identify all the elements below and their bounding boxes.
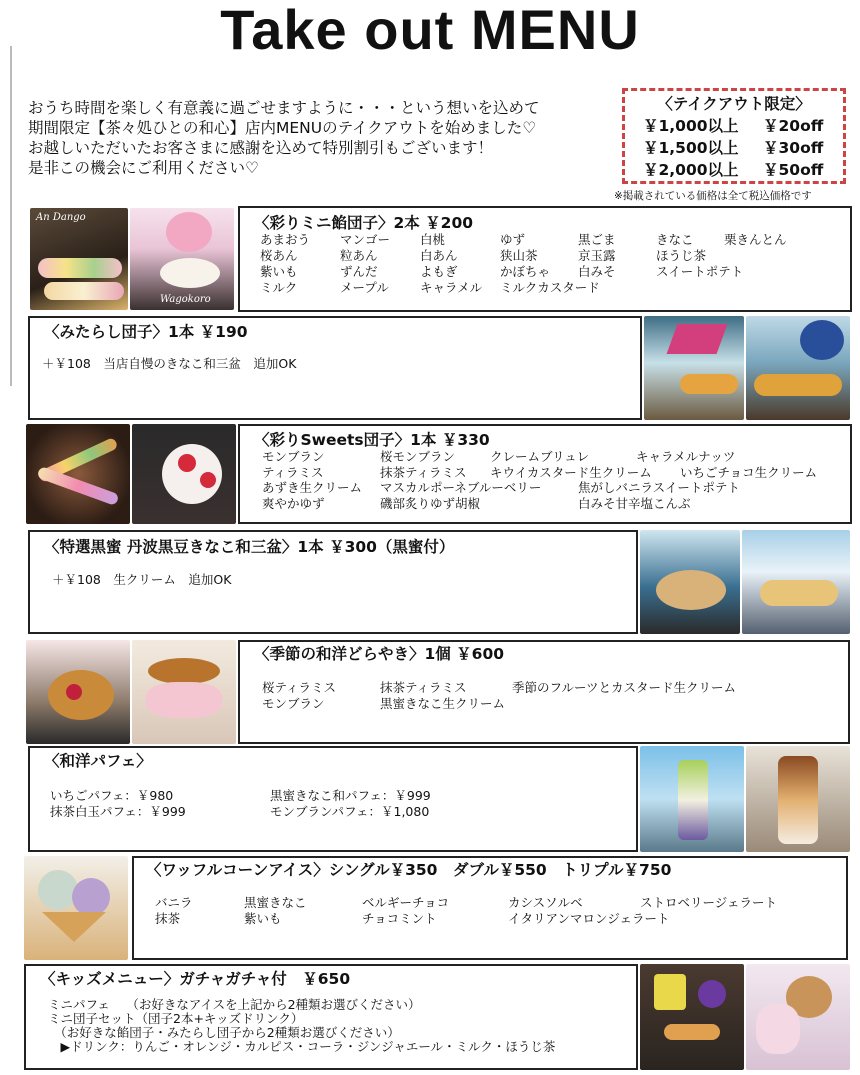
menu-item: 白あん <box>420 248 458 263</box>
menu-item: いちごパフェ：￥980 <box>50 788 174 803</box>
dango-photo <box>30 208 128 310</box>
discount-box <box>622 88 846 184</box>
price-note: ※掲載されている価格は全て税込価格です <box>614 190 812 202</box>
discount-off: ￥30off <box>763 139 824 157</box>
discount-off: ￥20off <box>763 117 824 135</box>
addon-line: ＋￥108 当店自慢のきなこ和三盆 追加OK <box>42 356 297 371</box>
photo-label: An Dango <box>36 212 86 223</box>
discount-min: ￥1,500以上 <box>643 139 739 157</box>
menu-item: カシスソルベ <box>508 895 583 910</box>
parfait-photo <box>640 746 744 852</box>
kuromitsu-photo <box>640 530 740 634</box>
discount-min: ￥2,000以上 <box>643 161 739 179</box>
menu-item: 白桃 <box>420 232 446 247</box>
discount-off: ￥50off <box>763 161 824 179</box>
menu-item: 黒蜜きなこ生クリーム <box>380 696 506 711</box>
menu-item: 磯部炙りゆず胡椒 <box>380 496 481 511</box>
intro-line: おうち時間を楽しく有意義に過ごせますように・・・という想いを込めて <box>28 99 540 117</box>
menu-item: 黒ごま <box>578 232 616 247</box>
menu-item: モンブラン <box>262 696 325 711</box>
menu-item: ベルギーチョコ <box>362 895 450 910</box>
intro-text <box>28 98 618 178</box>
kids-menu-line: ミニ団子セット（団子2本+キッズドリンク） <box>48 1011 304 1026</box>
kids-set-photo <box>746 964 850 1070</box>
menu-item: クレームブリュレ <box>490 449 590 464</box>
menu-item: よもぎ <box>420 264 458 279</box>
menu-item: 抹茶 <box>155 911 181 926</box>
menu-item: 紫いも <box>244 911 282 926</box>
menu-item: キャラメル <box>420 280 483 295</box>
kids-menu-line: ▶ドリンク：りんご・オレンジ・カルピス・コーラ・ジンジャエール・ミルク・ほうじ茶 <box>48 1039 556 1054</box>
intro-line: 期間限定【茶々処ひとの和心】店内MENUのテイクアウトを始めました♡ <box>28 119 537 137</box>
dango-photo <box>130 208 234 310</box>
section-title: 〈季節の和洋どらやき〉1個 ￥600 <box>254 645 505 663</box>
section-title: 〈特選黒蜜 丹波黒豆きなこ和三盆〉1本 ￥300（黒蜜付） <box>44 538 455 556</box>
menu-item: マンゴー <box>340 232 391 247</box>
kids-menu-line: ミニパフェ （お好きなアイスを上記から2種類お選びください） <box>48 997 421 1012</box>
section-title: 〈みたらし団子〉1本 ￥190 <box>44 323 248 341</box>
section-title: 〈ワッフルコーンアイス〉シングル￥350 ダブル￥550 トリプル￥750 <box>146 861 672 879</box>
menu-item: モンブランパフェ：￥1,080 <box>270 804 430 819</box>
menu-item: ストロベリージェラート <box>640 895 778 910</box>
menu-item: ゆず <box>500 232 526 247</box>
menu-item: 抹茶ティラミス <box>380 465 467 480</box>
menu-item: 桜ティラミス <box>262 680 337 695</box>
menu-item: ミルクカスタード <box>500 280 600 295</box>
section-title: 〈彩りミニ餡団子〉2本 ￥200 <box>254 214 474 232</box>
menu-item: スイートポテト <box>656 264 744 279</box>
page-title: Take out MENU <box>220 0 640 61</box>
discount-row <box>625 115 843 137</box>
menu-item: 白みそ <box>578 264 616 279</box>
sweets-dango-photo <box>26 424 130 524</box>
menu-item: 焦がしバニラスイートポテト <box>578 480 740 495</box>
menu-item: チョコミント <box>362 911 437 926</box>
menu-item: 紫いも <box>260 264 298 279</box>
menu-item: メープル <box>340 280 389 295</box>
menu-item: 抹茶ティラミス <box>380 680 467 695</box>
kids-set-photo <box>640 964 744 1070</box>
section-title: 〈キッズメニュー〉ガチャガチャ付 ￥650 <box>40 970 351 988</box>
menu-item: 季節のフルーツとカスタード生クリーム <box>512 680 737 695</box>
page-edge-divider <box>0 46 12 386</box>
menu-item: 狭山茶 <box>500 248 538 263</box>
menu-item: 栗きんとん <box>724 232 787 247</box>
dango-photo <box>644 316 744 420</box>
menu-item: 桜あん <box>260 248 298 263</box>
section-title: 〈和洋パフェ〉 <box>44 752 152 770</box>
menu-item: バニラ <box>155 895 193 910</box>
ice-cream-photo <box>24 856 128 960</box>
menu-item: モンブラン <box>262 449 325 464</box>
discount-min: ￥1,000以上 <box>643 117 739 135</box>
parfait-photo <box>746 746 850 852</box>
addon-line: ＋￥108 生クリーム 追加OK <box>52 572 232 587</box>
menu-item: ミルク <box>260 280 298 295</box>
menu-item: キウイカスタード生クリーム <box>490 465 652 480</box>
photo-label: Wagokoro <box>160 294 211 305</box>
sweets-dango-photo <box>132 424 236 524</box>
intro-line: 是非この機会にご利用ください♡ <box>28 159 259 177</box>
menu-item: 黒蜜きなこ和パフェ：￥999 <box>270 788 431 803</box>
menu-item: 白みそ甘辛塩こんぶ <box>578 496 691 511</box>
menu-item: ティラミス <box>262 465 324 480</box>
menu-item: 京玉露 <box>578 248 616 263</box>
intro-line: お越しいただいたお客さまに感謝を込めて特別割引もございます！ <box>28 139 494 157</box>
menu-item: 抹茶白玉パフェ：￥999 <box>50 804 186 819</box>
discount-row <box>625 159 843 181</box>
discount-heading: 〈テイクアウト限定〉 <box>657 95 811 113</box>
menu-item: 黒蜜きなこ <box>244 895 307 910</box>
menu-item: イタリアンマロンジェラート <box>508 911 670 926</box>
dorayaki-photo <box>26 640 130 744</box>
menu-item: きなこ <box>656 232 694 247</box>
menu-item: いちごチョコ生クリーム <box>680 465 818 480</box>
menu-item: 爽やかゆず <box>262 496 325 511</box>
menu-item: あずき生クリーム <box>262 480 363 495</box>
discount-row <box>625 137 843 159</box>
section-title: 〈彩りSweets団子〉1本 ￥330 <box>254 431 490 449</box>
kids-menu-line: （お好きな餡団子・みたらし団子から2種類お選びください） <box>48 1025 400 1040</box>
menu-item: 粒あん <box>340 248 378 263</box>
dango-photo <box>746 316 850 420</box>
kuromitsu-photo <box>742 530 850 634</box>
dorayaki-photo <box>132 640 236 744</box>
menu-item: ずんだ <box>340 264 378 279</box>
menu-item: 桜モンブラン <box>380 449 456 464</box>
menu-item: キャラメルナッツ <box>636 449 736 464</box>
menu-item: ほうじ茶 <box>656 248 707 263</box>
menu-item: マスカルポーネブルーベリー <box>380 480 542 495</box>
menu-item: かぼちゃ <box>500 264 551 279</box>
menu-item: あまおう <box>260 232 311 247</box>
